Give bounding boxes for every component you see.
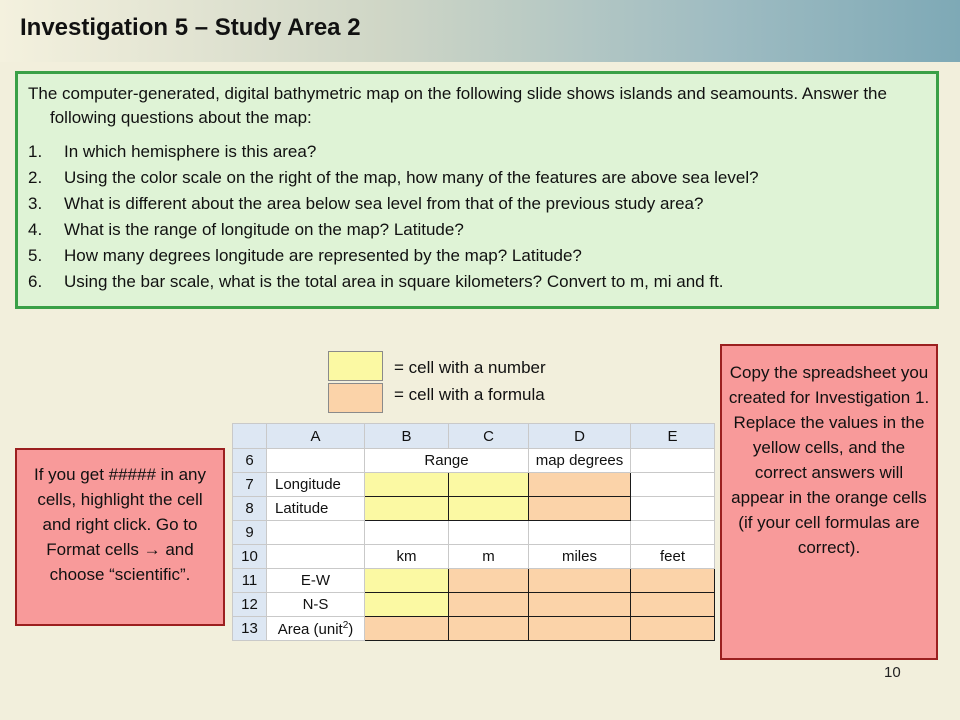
cell — [529, 521, 631, 545]
cell — [267, 545, 365, 569]
formula-cell — [529, 569, 631, 593]
number-cell — [449, 473, 529, 497]
intro-text: The computer-generated, digital bathymetric map on the following slide shows islands and seamounts. Answer the following questions about the map: — [28, 84, 887, 127]
legend-number-label: = cell with a number — [394, 358, 546, 377]
formula-cell — [449, 593, 529, 617]
cell — [631, 449, 715, 473]
formula-cell — [631, 617, 715, 641]
row-header: 10 — [233, 545, 267, 569]
corner-cell — [233, 424, 267, 449]
column-header: B — [365, 424, 449, 449]
row-header: 9 — [233, 521, 267, 545]
table-row — [233, 497, 715, 521]
ns-label-cell: N-S — [267, 593, 365, 617]
format-tip-note: If you get ##### in any cells, highlight the cell and right click. Go to Format cells → and choose “scientific”. — [15, 448, 225, 626]
formula-cell — [631, 569, 715, 593]
number-cell — [449, 497, 529, 521]
column-header: E — [631, 424, 715, 449]
unit-header-cell: miles — [529, 545, 631, 569]
question-list — [28, 140, 926, 294]
cell — [631, 521, 715, 545]
number-cell — [365, 473, 449, 497]
latitude-label-cell: Latitude — [267, 497, 365, 521]
row-header: 8 — [233, 497, 267, 521]
unit-header-cell: feet — [631, 545, 715, 569]
formula-cell — [529, 593, 631, 617]
cell — [267, 449, 365, 473]
row-header: 6 — [233, 449, 267, 473]
question-item: 4. What is the range of longitude on the map? Latitude? — [28, 220, 464, 239]
table-row — [233, 569, 715, 593]
cell — [631, 473, 715, 497]
table-row — [233, 617, 715, 641]
column-header: C — [449, 424, 529, 449]
cell — [365, 521, 449, 545]
column-header-row — [233, 424, 715, 449]
formula-cell — [529, 617, 631, 641]
ew-label-cell: E-W — [267, 569, 365, 593]
formula-cell — [449, 617, 529, 641]
spreadsheet — [232, 423, 715, 641]
number-cell — [365, 569, 449, 593]
table-row — [233, 593, 715, 617]
unit-header-cell: km — [365, 545, 449, 569]
formula-cell — [449, 569, 529, 593]
number-cell — [365, 593, 449, 617]
formula-cell — [365, 617, 449, 641]
column-header: D — [529, 424, 631, 449]
unit-header-cell: m — [449, 545, 529, 569]
row-header: 11 — [233, 569, 267, 593]
table-row — [233, 449, 715, 473]
formula-cell — [529, 497, 631, 521]
formula-cell — [529, 473, 631, 497]
number-cell — [365, 497, 449, 521]
page-number: 10 — [884, 664, 901, 681]
question-item: 6. Using the bar scale, what is the total area in square kilometers? Convert to m, mi and ft. — [28, 272, 724, 291]
question-item: 2. Using the color scale on the right of the map, how many of the features are above sea level? — [28, 168, 759, 187]
map-degrees-header-cell: map degrees — [529, 449, 631, 473]
column-header: A — [267, 424, 365, 449]
table-row — [233, 545, 715, 569]
range-header-cell: Range — [365, 449, 529, 473]
questions-box — [15, 71, 939, 309]
area-label-cell: Area (unit$^2$) — [267, 617, 365, 641]
cell — [267, 521, 365, 545]
table-row — [233, 521, 715, 545]
table-row — [233, 473, 715, 497]
row-header: 13 — [233, 617, 267, 641]
formula-cell — [631, 593, 715, 617]
row-header: 7 — [233, 473, 267, 497]
page-title: Investigation 5 – Study Area 2 — [20, 14, 361, 41]
question-item: 5. How many degrees longitude are represented by the map? Latitude? — [28, 246, 582, 265]
cell — [449, 521, 529, 545]
legend-formula-label: = cell with a formula — [394, 385, 545, 404]
title-bar — [0, 0, 960, 62]
question-item: 1. In which hemisphere is this area? — [28, 142, 317, 161]
legend-number-swatch — [328, 351, 383, 381]
row-header: 12 — [233, 593, 267, 617]
question-item: 3. What is different about the area below sea level from that of the previous study area? — [28, 194, 704, 213]
legend-formula-swatch — [328, 383, 383, 413]
copy-spreadsheet-note: Copy the spreadsheet you created for Investigation 1. Replace the values in the yellow cells, and the correct answers will appear in the orange cells (if your cell formulas are correct). — [720, 344, 938, 660]
cell — [631, 497, 715, 521]
longitude-label-cell: Longitude — [267, 473, 365, 497]
